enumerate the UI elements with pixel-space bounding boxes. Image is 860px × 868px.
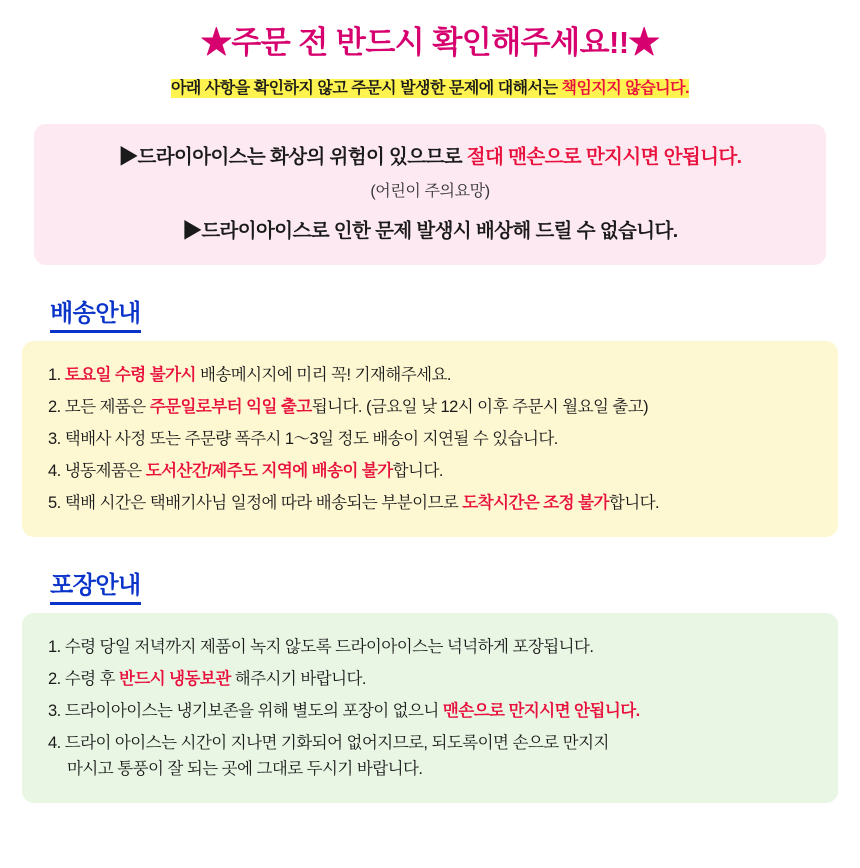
list-item [48, 455, 816, 487]
list-item-number: 4. [48, 461, 61, 480]
warning-line-3: ▶드라이아이스로 인한 문제 발생시 배상해 드릴 수 없습니다. [182, 219, 678, 242]
section-shipping-title: 배송안내 [50, 293, 141, 333]
list-item [48, 695, 816, 727]
warning-line-1 [52, 144, 808, 170]
list-item-emphasis: 도서산간/제주도 지역에 배송이 불가 [145, 461, 393, 480]
list-item-number: 5. [48, 493, 61, 512]
section-packaging-title: 포장안내 [50, 565, 141, 605]
list-item [48, 727, 816, 785]
list-item-text: 됩니다. (금요일 낮 12시 이후 주문시 월요일 출고) [311, 397, 649, 416]
list-item-text: 해주시기 바랍니다. [230, 669, 366, 688]
list-item-text: 택배사 사정 또는 주문량 폭주시 1〜3일 정도 배송이 지연될 수 있습니다. [60, 429, 558, 448]
list-item-number: 1. [48, 637, 61, 656]
list-item-text: 드라이 아이스는 시간이 지나면 기화되어 없어지므로, 되도록이면 손으로 만지지 [60, 734, 609, 752]
list-item [48, 359, 816, 391]
list-item-emphasis: 주문일로부터 익일 출고 [149, 397, 312, 416]
page-title: ★주문 전 반드시 확인해주세요!!★ [200, 25, 660, 60]
list-item-text: 배송메시지에 미리 꼭! 기재해주세요. [195, 365, 451, 384]
header-subtitle-part1: 아래 사항을 확인하지 않고 주문시 발생한 문제에 대해서는 [170, 80, 562, 98]
list-item-text: 냉동제품은 [60, 461, 146, 480]
section-packaging-head [22, 565, 838, 605]
list-item-number: 2. [48, 669, 61, 688]
warning-line-2: (어린이 주의요망) [370, 182, 490, 200]
notice-header [0, 0, 860, 98]
section-shipping-body [22, 341, 838, 537]
section-packaging-body [22, 613, 838, 803]
warning-line-1-emphasis: 절대 맨손으로 만지시면 안됩니다. [466, 146, 742, 169]
section-shipping [22, 293, 838, 537]
list-item-text: 택배 시간은 택배기사님 일정에 따라 배송되는 부분이므로 [60, 493, 463, 512]
list-item [48, 631, 816, 663]
list-item-emphasis: 맨손으로 만지시면 안됩니다. [442, 701, 640, 720]
list-item-text: 수령 후 [60, 669, 119, 688]
section-shipping-head [22, 293, 838, 333]
list-item [48, 423, 816, 455]
list-item-number: 4. [48, 734, 61, 752]
list-item-number: 1. [48, 365, 61, 384]
dry-ice-warning-box [34, 124, 826, 264]
list-item [48, 391, 816, 423]
list-item-text: 합니다. [392, 461, 443, 480]
list-item-continuation: 마시고 통풍이 잘 되는 곳에 그대로 두시기 바랍니다. [67, 760, 423, 779]
header-subtitle [0, 75, 860, 98]
list-item-number: 3. [48, 429, 61, 448]
list-item [48, 487, 816, 519]
list-item-emphasis: 반드시 냉동보관 [118, 669, 231, 688]
list-item-number: 2. [48, 397, 61, 416]
warning-line-1-text: ▶드라이아이스는 화상의 위험이 있으므로 [118, 146, 467, 169]
list-item-text: 모든 제품은 [60, 397, 150, 416]
list-item-number: 3. [48, 701, 61, 720]
list-item-text: 합니다. [608, 493, 660, 512]
list-item-emphasis: 도착시간은 조정 불가 [462, 493, 609, 512]
list-item-text: 드라이아이스는 냉기보존을 위해 별도의 포장이 없으니 [60, 701, 443, 720]
section-packaging [22, 565, 838, 803]
list-item-emphasis: 토요일 수령 불가시 [64, 365, 196, 384]
list-item [48, 663, 816, 695]
header-subtitle-part2: 책임지지 않습니다. [561, 80, 690, 98]
list-item-text: 수령 당일 저녁까지 제품이 녹지 않도록 드라이아이스는 넉넉하게 포장됩니다. [60, 637, 594, 656]
